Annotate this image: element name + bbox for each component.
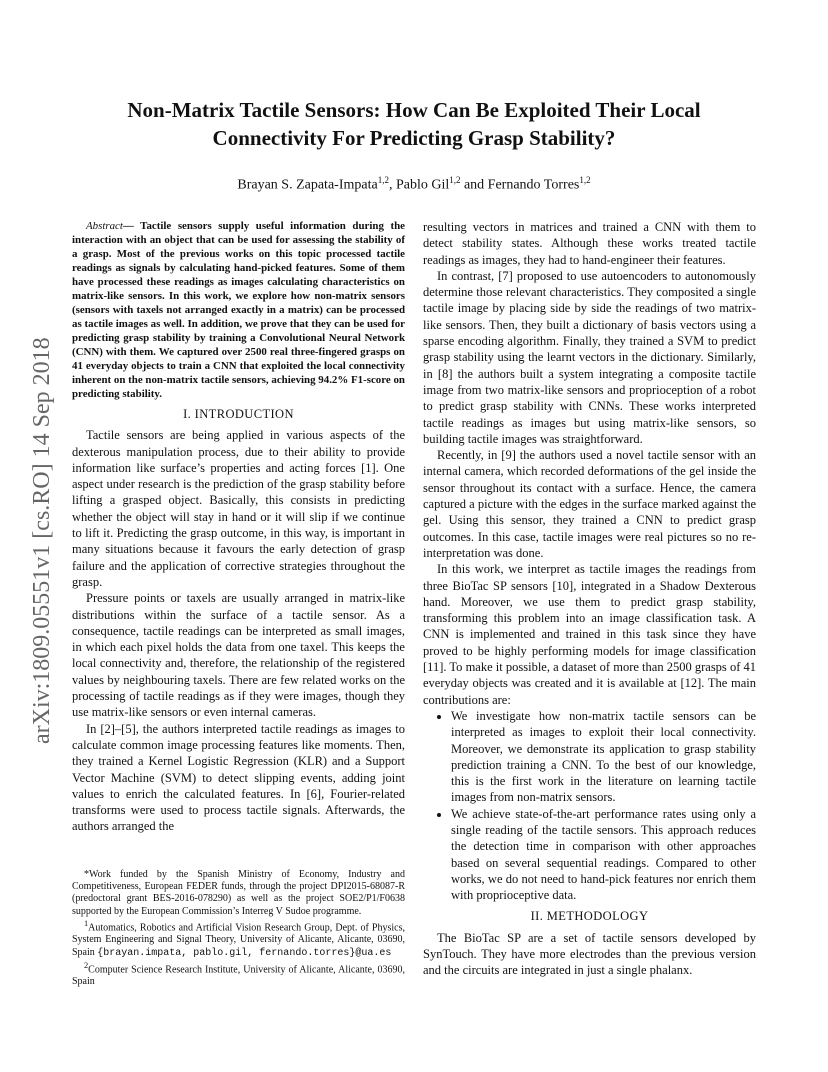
footnote-affiliation-1 <box>72 918 405 960</box>
method-paragraph-1: The BioTac SP are a set of tactile sensors developed by SynTouch. They have more electrodes than the previous version and the circuits are integrated in just a single phalanx. <box>423 930 756 978</box>
footnote-1-mark: 1 <box>84 918 89 928</box>
intro-paragraph-6: Recently, in [9] the authors used a novel tactile sensor with an internal camera, which recorded deformations of the gel inside the sensor throughout its contact with a surface. Hence, the camera captured a picture with the edges in the surface marked against the gel. Using this sensor, they trained a CNN to predict grasp outcomes. In this case, tactile images were real pictures so no re-interpretation was done. <box>423 448 756 560</box>
arxiv-sidebar <box>4 278 55 758</box>
footnotes <box>72 869 405 988</box>
author-1: Brayan S. Zapata-Impata <box>237 177 378 193</box>
contributions-list <box>423 708 756 904</box>
abstract-text: — Tactile sensors supply useful information during the interaction with an object that can be used for assessing the stability of a grasp. Most of the previous works on this topic processed tactile readings as signals by calculating hand-picked features. Some of them have processed these readings as images calculating characteristics on matrix-like sensors. In this work, we explore how non-matrix sensors (sensors with taxels not arranged exactly in a matrix) can be processed as tactile images as well. In addition, we prove that they can be used for predicting grasp stability by training a Convolutional Neural Network (CNN) with them. We captured over 2500 real three-fingered grasps on 41 everyday objects to train a CNN that exploited the local connectivity inherent on the non-matrix tactile sensors, achieving 94.2% F1-score on predicting stability. <box>72 220 405 400</box>
footnote-2-text: Computer Science Research Institute, University of Alicante, Alicante, 03690, Spain <box>72 964 405 988</box>
arxiv-identifier: arXiv:1809.05551v1 [cs.RO] 14 Sep 2018 <box>29 337 55 744</box>
intro-paragraph-7: In this work, we interpret as tactile images the readings from three BioTac SP sensors [10], integrated in a Shadow Dexterous hand. Moreover, we use them to predict grasp stability, transforming this problem into an image classification task. A CNN is implemented and trained in this task since they have proved to be highly performing models for image classification [11]. To make it possible, a dataset of more than 2500 grasps of 41 everyday objects was created and it is available at [12]. The main contributions are: <box>423 562 756 707</box>
intro-paragraph-4: resulting vectors in matrices and trained a CNN with them to detect stability states. Although these works treated tactile readings as images, they had to hand-engineer their features. <box>423 220 756 267</box>
intro-paragraph-1: Tactile sensors are being applied in various aspects of the dexterous manipulation process, due to their ability to provide information like surface’s properties and acting forces [1]. One aspect under research is the prediction of the grasp stability before lifting a grasped object. Basically, this consists in predicting whether the object will stay in hand or it will slip if we continue to lift it. Predicting the grasp outcome, in this way, is important in many situations because it favours the early detection of grasp failure and the application of corrective strategies throughout the grasp. <box>72 428 405 589</box>
abstract <box>72 219 405 401</box>
intro-paragraph-2: Pressure points or taxels are usually arranged in matrix-like distributions within the surface of a tactile sensor. As a consequence, tactile readings can be interpreted as small images, in which each pixel holds the data from one taxel. This keeps the local connectivity and, therefore, the relationship of the registered values by neighbouring taxels. There are few related works on the processing of tactile readings as if they were images, though they use matrix-like sensors or even internal cameras. <box>72 591 405 720</box>
author-2: , Pablo Gil <box>388 177 450 193</box>
abstract-label: Abstract <box>86 220 123 232</box>
footnote-1-text: Automatics, Robotics and Artificial Vision Research Group, Dept. of Physics, System Engineering and Signal Theory, University of Alicante, Alicante, 03690, Spain <box>72 922 405 958</box>
author-3: and Fernando Torres <box>460 177 580 193</box>
footnote-affiliation-2 <box>72 960 405 989</box>
author-list <box>70 171 758 195</box>
paper-title: Non-Matrix Tactile Sensors: How Can Be Exploited Their Local Connectivity For Predicting Grasp Stability? <box>127 98 701 150</box>
footnote-funding: *Work funded by the Spanish Ministry of Economy, Industry and Competitiveness, European FEDER funds, through the project DPI2015-68087-R (predoctoral grant BES-2016-078290) as well as the project SOE2/P1/F0638 supported by the European Commission’s Interreg V Sudoe programme. <box>72 869 405 917</box>
intro-paragraph-3: In [2]–[5], the authors interpreted tactile readings as images to calculate common image processing features like moments. Then, they trained a Kernel Logistic Regression (KLR) and a Support Vector Machine (SVM) to detect slipping events, adding joint values to enrich the calculated features. In [6], Fourier-related transforms were used to process tactile signals. Afterwards, the authors arranged the <box>72 721 405 834</box>
author-3-affil: 1,2 <box>579 175 591 185</box>
author-1-affil: 1,2 <box>377 175 389 185</box>
section-heading-methodology: II. METHODOLOGY <box>530 909 649 924</box>
intro-paragraph-5: In contrast, [7] proposed to use autoencoders to autonomously determine those relevant characteristics. They composited a single tactile image by placing side by side the readings of two matrix-like sensors. Then, they built a dictionary of basis vectors using a sparse encoding algorithm. Finally, they trained a SVM to predict grasp stability using the learnt vectors in the dictionary. Similarly, in [8] the authors built a system integrating a composite tactile image from two matrix-like sensors and proprioception of a robot to predict grasp stability with CNNs. These works interpreted tactile readings as images but using matrix-like sensors, so building tactile images was straightforward. <box>423 268 756 446</box>
section-heading-introduction: I. INTRODUCTION <box>183 407 294 421</box>
right-column <box>423 219 756 979</box>
contribution-item: • We achieve state-of-the-art performance rates using only a single reading of the tactile sensors. This approach reduces the detection time in comparison with other approaches based on several sequential readings. Compared to other works, we do not need to hand-pick features nor enrich them with proprioceptive data. <box>451 806 756 904</box>
author-emails: {brayan.impata, pablo.gil, fernando.torres}@ua.es <box>97 947 392 959</box>
contribution-item: • We investigate how non-matrix tactile sensors can be interpreted as images to exploit their local connectivity. Moreover, we demonstrate its application to grasp stability prediction training a CNN. To the best of our knowledge, this is the first work in the literature on learning tactile images from non-matrix sensors. <box>451 708 756 806</box>
footnote-2-mark: 2 <box>84 960 89 970</box>
author-2-affil: 1,2 <box>449 175 461 185</box>
left-column <box>72 219 405 835</box>
